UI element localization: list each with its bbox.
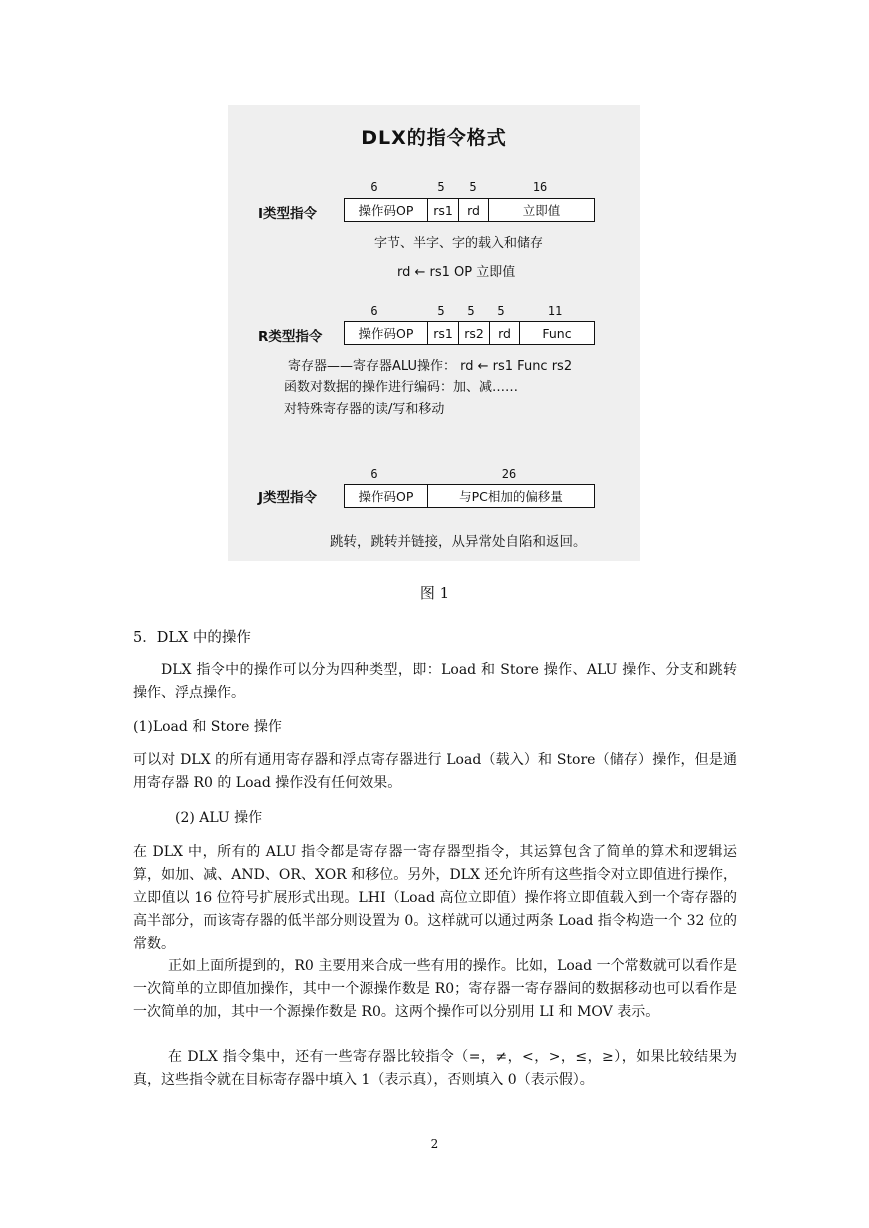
r-type-bits-rs1: 5 [437, 304, 445, 318]
i-field-opcode: 操作码OP [345, 199, 428, 221]
subsection-heading-load-store: (1)Load 和 Store 操作 [133, 719, 282, 735]
r-type-note-1: 寄存器——寄存器ALU操作： rd ← rs1 Func rs2 [288, 359, 573, 374]
page-number: 2 [430, 1137, 439, 1151]
j-field-opcode: 操作码OP [345, 485, 428, 507]
i-type-bits-rd: 5 [469, 180, 477, 194]
r-type-note-2: 函数对数据的操作进行编码：加、减…… [284, 380, 519, 395]
j-type-label: J类型指令 [258, 490, 318, 506]
j-type-format-box [344, 484, 595, 508]
figure-caption: 图 1 [419, 584, 450, 602]
j-field-offset: 与PC相加的偏移量 [459, 489, 563, 504]
r-type-bits-op: 6 [370, 304, 378, 318]
r-type-bits-rs2: 5 [467, 304, 475, 318]
r-field-func: Func [542, 325, 572, 341]
i-type-bits-op: 6 [370, 180, 378, 194]
load-store-paragraph: 可以对 DLX 的所有通用寄存器和浮点寄存器进行 Load（载入）和 Store（储存）操作，但是通用寄存器 R0 的 Load 操作没有任何效果。 [133, 752, 737, 791]
i-field-rd: rd [459, 199, 489, 221]
r-field-rs2: rs2 [459, 322, 490, 344]
j-type-note-1: 跳转，跳转并链接，从异常处自陷和返回。 [330, 534, 587, 550]
r-field-rs1: rs1 [428, 322, 459, 344]
r-type-bits-func: 11 [547, 304, 563, 318]
compare-paragraph: 在 DLX 指令集中，还有一些寄存器比较指令（=，≠，<，>，≤，≥），如果比较结果为真，这些指令就在目标寄存器中填入 1（表示真），否则填入 0（表示假）。 [133, 1049, 737, 1088]
figure-title: DLX的指令格式 [361, 127, 507, 149]
i-type-note-2: rd ← rs1 OP 立即值 [397, 265, 516, 280]
i-type-bits-imm: 16 [532, 180, 548, 194]
alu-paragraph: 在 DLX 中，所有的 ALU 指令都是寄存器一寄存器型指令，其运算包含了简单的算术和逻辑运算，如加、减、AND、OR、XOR 和移位。另外，DLX 还允许所有这些指令对立即值进行操作，立即值以 16 位符号扩展形式出现。LHI（Load 高位立即值）操作将立即值载入到一个寄存器的高半部分，而该寄存器的低半部分则设置为 0。这样就可以通过两条 Load 指令构造一个 32 位的常数。 [133, 844, 737, 952]
r-type-bits-rd: 5 [497, 304, 505, 318]
r-field-opcode: 操作码OP [345, 322, 428, 344]
i-type-note-1: 字节、半字、字的载入和储存 [374, 236, 544, 251]
r-field-rd: rd [490, 322, 520, 344]
i-field-rs1: rs1 [428, 199, 459, 221]
intro-paragraph: DLX 指令中的操作可以分为四种类型，即：Load 和 Store 操作、ALU 操作、分支和跳转操作、浮点操作。 [133, 662, 737, 701]
i-field-immediate: 立即值 [522, 203, 561, 218]
i-type-format-box [344, 198, 595, 222]
instruction-format-figure [228, 105, 640, 561]
section-heading: 5．DLX 中的操作 [133, 630, 251, 646]
j-type-bits-offset: 26 [501, 467, 517, 481]
i-type-label: I类型指令 [258, 206, 318, 222]
r-type-note-3: 对特殊寄存器的读/写和移动 [284, 402, 445, 417]
r0-paragraph: 正如上面所提到的，R0 主要用来合成一些有用的操作。比如，Load 一个常数就可以看作是一次简单的立即值加操作，其中一个源操作数是 R0；寄存器一寄存器间的数据移动也可以看作是一次简单的加，其中一个源操作数是 R0。这两个操作可以分别用 LI 和 MOV 表示。 [133, 958, 737, 1020]
r-type-format-box [344, 321, 595, 345]
r-type-label: R类型指令 [258, 329, 323, 345]
j-type-bits-op: 6 [370, 467, 378, 481]
subsection-heading-alu: (2) ALU 操作 [175, 810, 263, 826]
i-type-bits-rs1: 5 [437, 180, 445, 194]
